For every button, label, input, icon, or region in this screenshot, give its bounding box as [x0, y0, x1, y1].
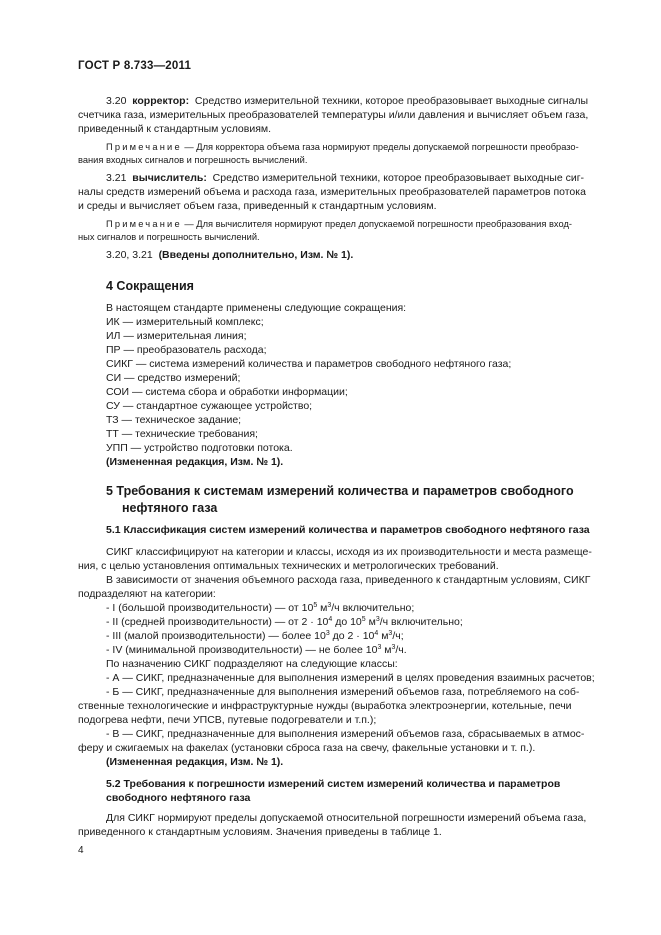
class-b-line-1: - Б — СИКГ, предназначенные для выполнения измерений объемов газа, потребляемого на соб-	[106, 686, 580, 698]
subsection-5-1-title: 5.1 Классификация систем измерений количества и параметров свободного нефтяного газа	[106, 524, 590, 536]
classes-intro: По назначению СИКГ подразделяют на следующие классы:	[106, 658, 398, 670]
note-3-21-line-1: Примечание — Для вычислителя нормируют предел допускаемой погрешности преобразования вход-	[106, 219, 572, 229]
abbreviation-item: СИ — средство измерений;	[106, 372, 241, 384]
section-4-amendment: (Измененная редакция, Изм. № 1).	[106, 456, 284, 468]
category-item: - IV (минимальной производительности) — не более $10^3$ $м^3/ч$.	[106, 644, 407, 656]
para-5-1-2-line-2: подразделяют на категории:	[78, 588, 216, 600]
category-item: - II (средней производительности) — от $2 \cdot 10^4$ до $10^5$ $м^3/ч$ включительно;	[106, 616, 463, 628]
abbreviation-item: СУ — стандартное сужающее устройство;	[106, 400, 313, 412]
para-5-1-1-line-2: ния, с целью установления оптимальных технических и метрологических требований.	[78, 560, 499, 572]
class-b-line-2: ственные технологические и инфраструктурные нужды (выработка электроэнергии, котельные, печи	[78, 700, 572, 712]
section-4-intro: В настоящем стандарте применены следующие сокращения:	[106, 302, 407, 314]
abbreviation-item: ИК — измерительный комплекс;	[106, 316, 264, 328]
term-3-21-line-2: налы средств измерений объема и расхода газа, измерительных преобразователей параметров потока	[78, 186, 586, 198]
term-3-20-line-3: приведенный к стандартным условиям.	[78, 123, 272, 135]
abbreviation-item: ТЗ — техническое задание;	[106, 414, 242, 426]
abbreviation-item: ТТ — технические требования;	[106, 428, 258, 440]
para-5-2-line-1: Для СИКГ нормируют пределы допускаемой относительной погрешности измерений объема газа,	[106, 812, 587, 824]
class-v-line-1: - В — СИКГ, предназначенные для выполнения измерений объемов газа, сбрасываемых в атмос-	[106, 728, 585, 740]
added-note: 3.20, 3.21 (Введены дополнительно, Изм. № 1).	[106, 249, 354, 261]
category-item: - III (малой производительности) — более $10^3$ до $2 \cdot 10^4$ $м^3/ч$;	[106, 630, 404, 642]
section-4-title: 4 Сокращения	[106, 279, 194, 293]
section-5-title-line-1: 5 Требования к системам измерений количества и параметров свободного	[106, 484, 574, 498]
category-item: - I (большой производительности) — от $10^5$ $м^3/ч$ включительно;	[106, 602, 415, 614]
para-5-1-2-line-1: В зависимости от значения объемного расхода газа, приведенного к стандартным условиям, СИКГ	[106, 574, 591, 586]
class-b-line-3: подогрева нефти, печи УПСВ, путевые подогреватели и т.п.);	[78, 714, 377, 726]
term-3-21-line-1: 3.21 вычислитель: Средство измерительной техники, которое преобразовывает выходные сиг-	[106, 172, 585, 184]
note-3-20-line-2: вания входных сигналов и погрешность вычислений.	[78, 155, 308, 165]
section-5-1-amendment: (Измененная редакция, Изм. № 1).	[106, 756, 284, 768]
abbreviation-item: УПП — устройство подготовки потока.	[106, 442, 293, 454]
abbreviation-item: СИКГ — система измерений количества и параметров свободного нефтяного газа;	[106, 358, 512, 370]
document-header: ГОСТ Р 8.733—2011	[78, 60, 192, 72]
para-5-2-line-2: приведенного к стандартным условиям. Значения приведены в таблице 1.	[78, 826, 442, 838]
para-5-1-1-line-1: СИКГ классифицируют на категории и классы, исходя из их производительности и места размеще-	[106, 546, 592, 558]
term-3-20-line-1: 3.20 корректор: Средство измерительной техники, которое преобразовывает выходные сигналы	[106, 95, 589, 107]
class-a-item: - А — СИКГ, предназначенные для выполнения измерений в целях проведения взаимных расчетов;	[106, 672, 595, 684]
abbreviation-item: ИЛ — измерительная линия;	[106, 330, 247, 342]
note-3-20-line-1: Примечание — Для корректора объема газа нормируют пределы допускаемой погрешности преобразо-	[106, 142, 579, 152]
subsection-5-2-title-line-1: 5.2 Требования к погрешности измерений систем измерений количества и параметров	[106, 778, 561, 790]
term-3-21-line-3: и среды и вычисляет объем газа, приведенный к стандартным условиям.	[78, 200, 437, 212]
page-number: 4	[78, 845, 84, 856]
class-v-line-2: феру и сжигаемых на факелах (установки сброса газа на свечу, факельные установки и т. п.).	[78, 742, 536, 754]
abbreviation-item: ПР — преобразователь расхода;	[106, 344, 267, 356]
term-3-20-line-2: счетчика газа, измерительных преобразователей температуры и/или давления и вычисляет объем газа,	[78, 109, 589, 121]
subsection-5-2-title-line-2: свободного нефтяного газа	[106, 792, 251, 804]
note-3-21-line-2: ных сигналов и погрешность вычислений.	[78, 232, 260, 242]
section-5-title-line-2: нефтяного газа	[122, 501, 218, 515]
abbreviation-item: СОИ — система сбора и обработки информации;	[106, 386, 348, 398]
